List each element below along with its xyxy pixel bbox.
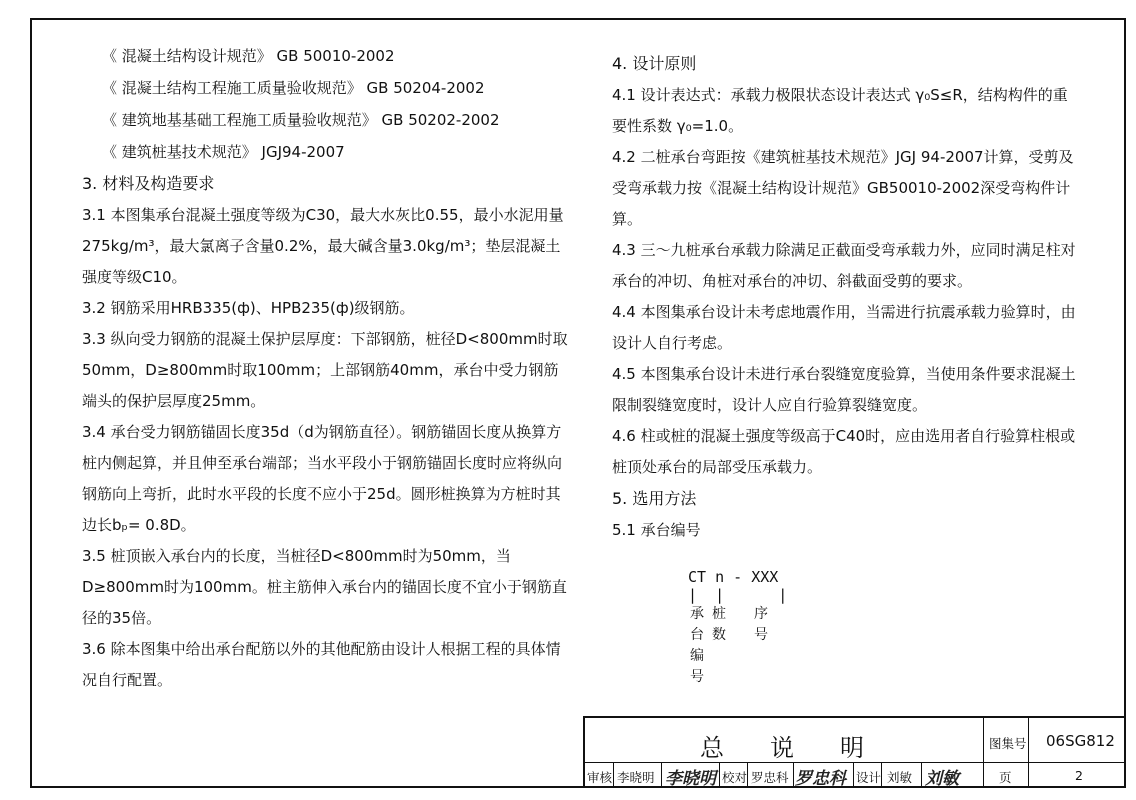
caption-cap-number: 承台编号 xyxy=(690,606,704,685)
clause-4-2: 4.2 二桩承台弯距按《建筑桩基技术规范》JGJ 94-2007计算，受剪及受弯承载力按《混凝土结构设计规范》GB50010-2002深受弯构件计算。 xyxy=(612,148,1074,228)
left-column xyxy=(82,40,572,696)
section-heading-materials: 3. 材料及构造要求 xyxy=(82,174,215,193)
design-label: 设计 xyxy=(856,770,882,785)
atlas-number: 06SG812 xyxy=(1046,732,1115,750)
atlas-number-label: 图集号 xyxy=(989,736,1027,751)
clause-3-6: 3.6 除本图集中给出承台配筋以外的其他配筋由设计人根据工程的具体情况自行配置。 xyxy=(82,640,561,689)
section-heading-design-principles: 4. 设计原则 xyxy=(612,54,697,73)
clause-4-5: 4.5 本图集承台设计未进行承台裂缝宽度验算，当使用条件要求混凝土限制裂缝宽度时，设计人应自行验算裂缝宽度。 xyxy=(612,365,1076,414)
clause-3-5: 3.5 桩顶嵌入承台内的长度，当桩径D<800mm时为50mm，当D≥800mm时为100mm。桩主筋伸入承台内的锚固长度不宜小于钢筋直径的35倍。 xyxy=(82,547,567,627)
designer-name: 刘敏 xyxy=(887,770,913,785)
clause-5-1: 5.1 承台编号 xyxy=(612,521,701,539)
designer-signature: 刘敏 xyxy=(925,769,959,789)
numbering-ticks: | | | xyxy=(688,586,788,604)
clause-3-4: 3.4 承台受力钢筋锚固长度35d（d为钢筋直径）。钢筋锚固长度从换算方桩内侧起算，并且伸至承台端部；当水平段小于钢筋锚固长度时应将纵向钢筋向上弯折，此时水平段的长度不应小于25d。圆形桩换算为方桩时其边长bₚ= 0.8D。 xyxy=(82,423,563,534)
reference-standard: 《 混凝土结构设计规范》 GB 50010-2002 xyxy=(102,47,395,65)
drawing-title: 总说明 xyxy=(700,734,910,762)
page-number: 2 xyxy=(1075,768,1083,783)
check-label: 校对 xyxy=(722,770,748,785)
checker-name: 罗忠科 xyxy=(751,770,789,785)
reference-standard: 《 建筑桩基技术规范》 JGJ94-2007 xyxy=(102,143,345,161)
clause-4-6: 4.6 柱或桩的混凝土强度等级高于C40时，应由选用者自行验算柱根或桩顶处承台的局部受压承载力。 xyxy=(612,427,1076,476)
section-heading-selection: 5. 选用方法 xyxy=(612,489,697,508)
clause-3-3: 3.3 纵向受力钢筋的混凝土保护层厚度：下部钢筋，桩径D<800mm时取50mm，D≥800mm时取100mm；上部钢筋40mm，承台中受力钢筋端头的保护层厚度25mm。 xyxy=(82,330,568,410)
checker-signature: 罗忠科 xyxy=(795,769,846,789)
reference-standard: 《 混凝土结构工程施工质量验收规范》 GB 50204-2002 xyxy=(102,79,485,97)
reference-standard: 《 建筑地基基础工程施工质量验收规范》 GB 50202-2002 xyxy=(102,111,500,129)
numbering-diagram xyxy=(688,568,787,604)
caption-pile-count: 桩数 xyxy=(712,606,726,643)
clause-4-1: 4.1 设计表达式：承载力极限状态设计表达式 γ₀S≤R，结构构件的重要性系数 γ₀=1.0。 xyxy=(612,86,1068,135)
reviewer-name: 李晓明 xyxy=(617,770,655,785)
review-label: 审核 xyxy=(587,770,613,785)
page-label: 页 xyxy=(999,770,1012,785)
title-block xyxy=(583,716,1126,788)
clause-3-2: 3.2 钢筋采用HRB335(ф)、HPB235(ф)级钢筋。 xyxy=(82,299,415,317)
clause-3-1: 3.1 本图集承台混凝土强度等级为C30，最大水灰比0.55，最小水泥用量275kg/m³，最大氯离子含量0.2%，最大碱含量3.0kg/m³；垫层混凝土强度等级C10。 xyxy=(82,206,564,286)
numbering-code: CT n - XXX xyxy=(688,568,779,586)
caption-serial: 序号 xyxy=(754,606,768,643)
right-column xyxy=(612,48,1082,546)
clause-4-3: 4.3 三～九桩承台承载力除满足正截面受弯承载力外，应同时满足柱对承台的冲切、角桩对承台的冲切、斜截面受剪的要求。 xyxy=(612,241,1076,290)
reviewer-signature: 李晓明 xyxy=(665,769,716,789)
clause-4-4: 4.4 本图集承台设计未考虑地震作用，当需进行抗震承载力验算时，由设计人自行考虑。 xyxy=(612,303,1076,352)
